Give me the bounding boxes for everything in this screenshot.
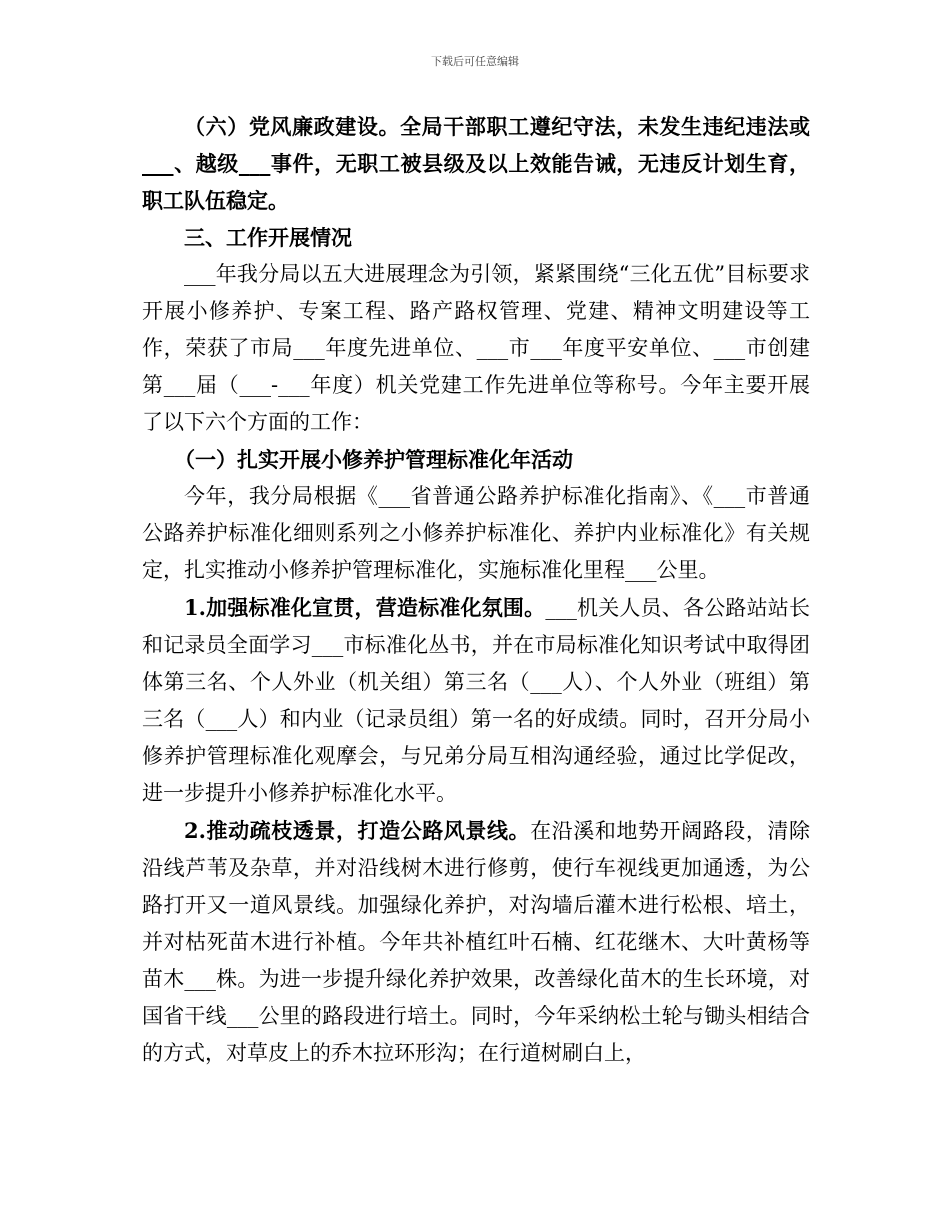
paragraph-party-integrity: （六）党风廉政建设。全局干部职工遵纪守法，未发生违纪违法或___、越级___事件，无职工被县级及以上效能告诫，无违反计划生育，职工队伍稳定。 xyxy=(142,114,810,213)
section-heading-work: 三、工作开展情况 xyxy=(184,225,352,250)
document-body xyxy=(142,108,810,1072)
item-2-lead: 2.推动疏枝透景，打造公路风景线。 xyxy=(184,818,531,843)
paragraph-work-overview: ___年我分局以五大进展理念为引领，紧紧围绕“三化五优”目标要求开展小修养护、专案工程、路产路权管理、党建、精神文明建设等工作，荣获了市局___年度先进单位、___市___年度平安单位、___市创建第___届（___-___年度）机关党建工作先进单位等称号。今年主要开展了以下六个方面的工作： xyxy=(142,262,810,434)
subsection-heading-standardization: （一）扎实开展小修养护管理标准化年活动 xyxy=(174,447,573,472)
item-1-lead: 1.加强标准化宣贯，营造标准化氛围。 xyxy=(184,595,546,620)
paragraph-standardization: 今年，我分局根据《___省普通公路养护标准化指南》、《___市普通公路养护标准化细则系列之小修养护标准化、养护内业标准化》有关规定，扎实推动小修养护管理标准化，实施标准化里程___公里。 xyxy=(142,484,810,582)
paragraph-item-2 xyxy=(142,812,810,1072)
item-1-text: ___机关人员、各公路站站长和记录员全面学习___市标准化丛书，并在市局标准化知识考试中取得团体第三名、个人外业（机关组）第三名（___人）、个人外业（班组）第三名（___人）和内业（记录员组）第一名的好成绩。同时，召开分局小修养护管理标准化观摩会，与兄弟分局互相沟通经验，通过比学促改，进一步提升小修养护标准化水平。 xyxy=(142,596,811,805)
page-header: 下载后可任意编辑 xyxy=(431,55,519,68)
paragraph-item-1 xyxy=(142,589,810,812)
item-2-text: 在沿溪和地势开阔路段，清除沿线芦苇及杂草，并对沿线树木进行修剪，使行车视线更加通透，为公路打开又一道风景线。加强绿化养护，对沟墙后灌木进行松根、培土，并对枯死苗木进行补植。今年共补植红叶石楠、红花继木、大叶黄杨等苗木___株。为进一步提升绿化养护效果，改善绿化苗木的生长环境，对国省干线___公里的路段进行培土。同时，今年采纳松土轮与锄头相结合的方式，对草皮上的乔木拉环形沟；在行道树刷白上， xyxy=(142,819,810,1065)
